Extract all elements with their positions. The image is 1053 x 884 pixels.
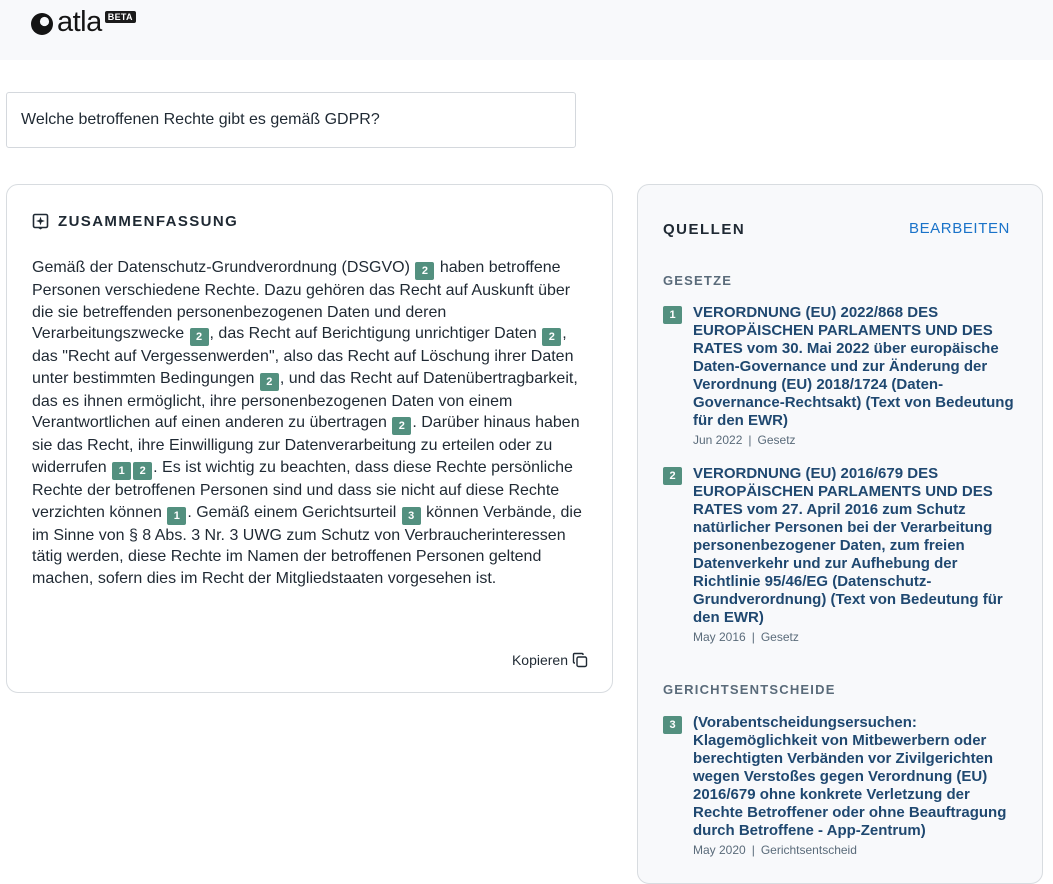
edit-sources-button[interactable]: BEARBEITEN (908, 220, 1010, 237)
summary-text-segment: , das "Recht auf Vergessenwerden", also das Recht auf Löschung ihrer Daten unter bestimmten Bedingungen (32, 325, 574, 387)
citation-badge[interactable]: 2 (415, 262, 434, 280)
source-body (693, 714, 1023, 857)
summary-text-segment: haben betroffene Personen verschiedene Rechte. Dazu gehören das Recht auf Auskunft über die sie betreffenden personenbezogenen Daten und deren Verarbeitungszwecke (32, 259, 571, 343)
section-label-court-decisions: GERICHTSENTSCHEIDE (663, 682, 836, 697)
citation-badge[interactable]: 2 (392, 417, 411, 435)
source-item[interactable] (663, 465, 1023, 644)
logo[interactable] (30, 8, 136, 38)
beta-badge: BETA (105, 11, 136, 23)
atla-logo-icon (30, 12, 54, 36)
citation-badge[interactable]: 2 (260, 373, 279, 391)
citation-badge[interactable]: 3 (402, 507, 421, 525)
citation-badge[interactable]: 2 (542, 328, 561, 346)
summary-text-segment: können Verbände, die im Sinne von § 8 Abs. 3 Nr. 3 UWG zum Schutz von Verbraucherinteressen tätig werden, diese Rechte im Namen der betroffenen Personen geltend machen, sofern dies im Recht der Mitgliedstaaten vorgesehen ist. (32, 503, 582, 587)
summary-text-segment: Gemäß der Datenschutz-Grundverordnung (DSGVO) (32, 259, 415, 276)
summary-title: ZUSAMMENFASSUNG (58, 213, 239, 230)
summary-text-segment: . Es ist wichtig zu beachten, dass diese Rechte persönliche Rechte der betroffenen Personen sind und dass sie nicht auf diese Rechte verzichten können (32, 458, 573, 521)
summary-text (32, 257, 594, 589)
source-body (693, 304, 1023, 447)
top-bar (0, 0, 1053, 60)
copy-button[interactable] (512, 652, 588, 668)
summary-header (32, 213, 238, 230)
citation-badge[interactable]: 1 (167, 507, 186, 525)
meta-separator: | (751, 630, 755, 644)
source-date: May 2016 (693, 630, 746, 644)
source-title[interactable]: VERORDNUNG (EU) 2022/868 DES EUROPÄISCHEN PARLAMENTS UND DES RATES vom 30. Mai 2022 über europäische Daten-Governance und zur Änderung der Verordnung (EU) 2018/1724 (Daten-Governance-Rechtsakt) (Text von Bedeutung für den EWR) (693, 304, 1014, 429)
summary-text-segment: , und das Recht auf Datenübertragbarkeit, das es ihnen ermöglicht, ihre personenbezogenen Daten von einem Verantwortlichen auf einen anderen zu übertragen (32, 369, 578, 432)
copy-label: Kopieren (511, 652, 568, 668)
citation-badge[interactable]: 2 (133, 462, 152, 480)
copy-icon (572, 652, 588, 668)
search-input[interactable]: Welche betroffenen Rechte gibt es gemäß GDPR? (6, 92, 576, 148)
summary-text-segment: , das Recht auf Berichtigung unrichtiger Daten (209, 325, 542, 343)
citation-badge: 1 (663, 306, 682, 324)
sparkle-note-icon (32, 213, 49, 230)
source-meta (693, 843, 1023, 857)
source-item[interactable] (663, 304, 1023, 447)
summary-text-segment: . Darüber hinaus haben sie das Recht, ihre Einwilligung zur Datenverarbeitung zu erteilen oder zu widerrufen (32, 414, 580, 476)
source-type: Gerichtsentscheid (760, 843, 857, 857)
summary-text-segment: . Gemäß einem Gerichtsurteil (187, 503, 401, 521)
source-body (693, 465, 1023, 644)
meta-separator: | (751, 843, 755, 857)
citation-badge: 2 (663, 467, 682, 485)
source-date: Jun 2022 (693, 433, 743, 447)
source-type: Gesetz (760, 630, 799, 644)
meta-separator: | (748, 433, 752, 447)
summary-card (6, 184, 613, 693)
source-title[interactable]: VERORDNUNG (EU) 2016/679 DES EUROPÄISCHEN PARLAMENTS UND DES RATES vom 27. April 2016 zum Schutz natürlicher Personen bei der Verarbeitung personenbezogener Daten, zum freien Datenverkehr und zur Aufhebung der Richtlinie 95/46/EG (Datenschutz-Grundverordnung) (Text von Bedeutung für den EWR) (693, 465, 1003, 626)
citation-badge: 3 (663, 716, 682, 734)
source-meta (693, 630, 1023, 644)
source-meta (693, 433, 1023, 447)
section-label-laws: GESETZE (663, 273, 733, 288)
logo-text: atla (57, 6, 102, 38)
citation-badge[interactable]: 2 (190, 328, 209, 346)
source-date: May 2020 (693, 843, 746, 857)
sources-panel (637, 184, 1043, 884)
source-item[interactable] (663, 714, 1023, 857)
source-type: Gesetz (757, 433, 796, 447)
citation-badge[interactable]: 1 (112, 462, 131, 480)
source-title[interactable]: (Vorabentscheidungsersuchen: Klagemöglichkeit von Mitbewerbern oder berechtigten Verbänden vor Zivilgerichten wegen Verstoßes gegen Verordnung (EU) 2016/679 ohne konkrete Verletzung der Rechte Betroffener oder ohne Beauftragung durch Betroffene - App-Zentrum) (693, 714, 1007, 839)
sources-title: QUELLEN (663, 221, 746, 238)
